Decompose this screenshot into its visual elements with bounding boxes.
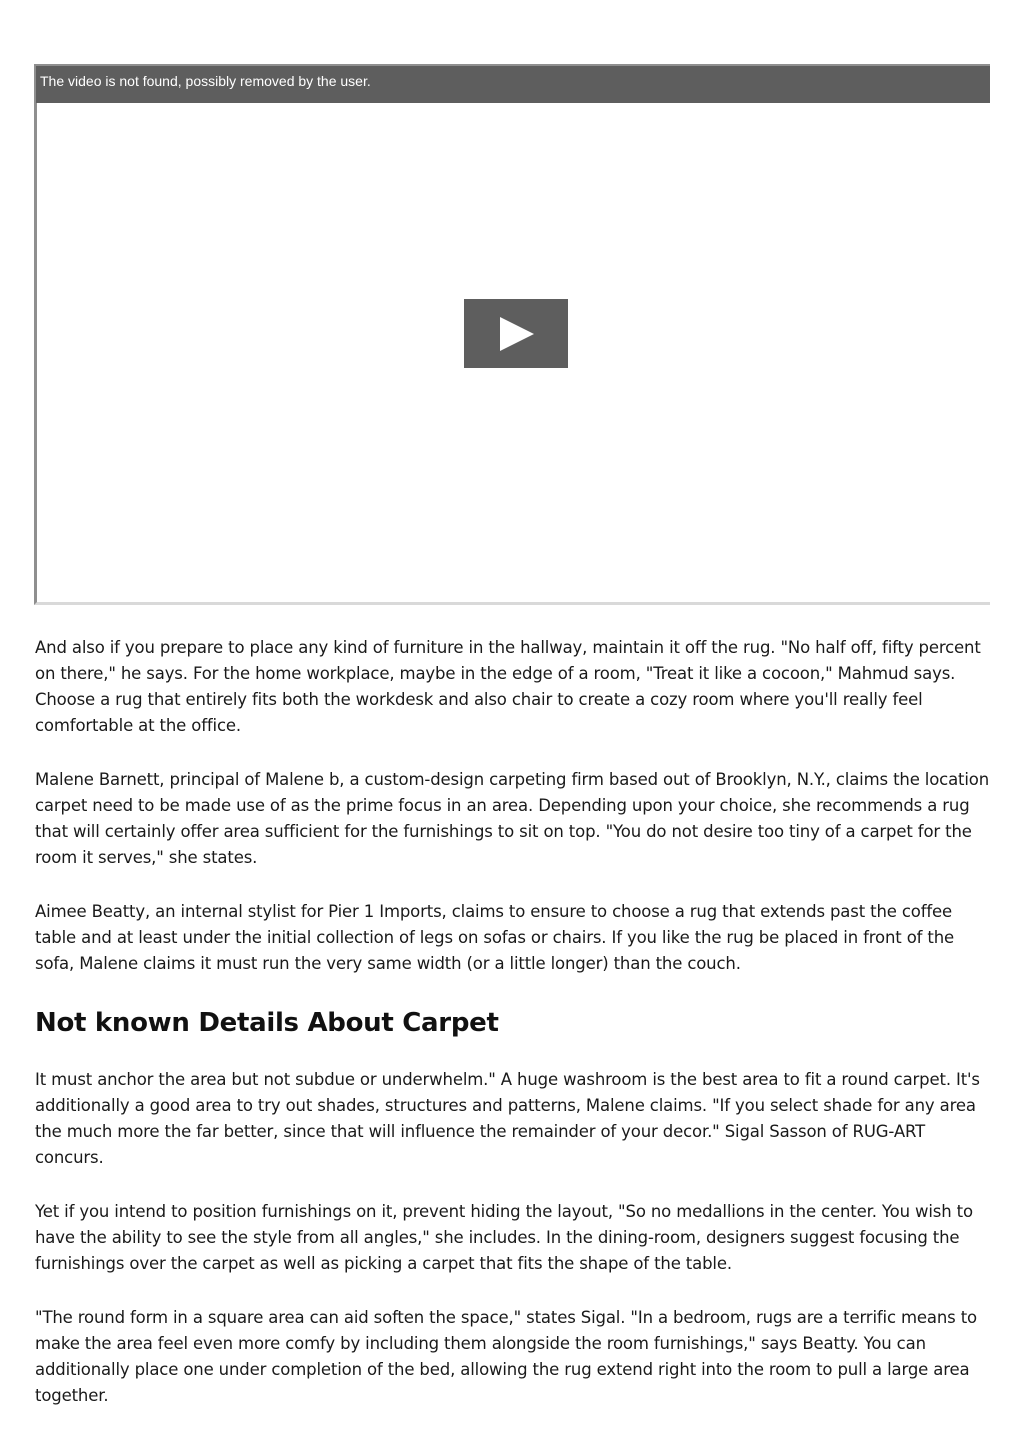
section-heading: Not known Details About Carpet <box>35 1008 499 1038</box>
article-body <box>35 635 993 1437</box>
play-button[interactable] <box>464 299 568 368</box>
paragraph: Aimee Beatty, an internal stylist for Pier 1 Imports, claims to ensure to choose a rug that extends past the coffee table and at least under the initial collection of legs on sofas or chairs. If you like the rug be placed in front of the sofa, Malene claims it must run the very same width (or a little longer) than the couch. <box>35 902 955 973</box>
video-error-message: The video is not found, possibly removed by the user. <box>40 73 371 89</box>
paragraph: Yet if you intend to position furnishings on it, prevent hiding the layout, "So no medallions in the center. You wish to have the ability to see the style from all angles," she includes. In the dining-room, designers suggest focusing the furnishings over the carpet as well as picking a carpet that fits the shape of the table. <box>35 1202 973 1273</box>
paragraph: Malene Barnett, principal of Malene b, a custom-design carpeting firm based out of Brooklyn, N.Y., claims the location carpet need to be made use of as the prime focus in an area. Depending upon your choice, she recommends a rug that will certainly offer area sufficient for the furnishings to sit on top. "You do not desire too tiny of a carpet for the room it serves," she states. <box>35 770 990 867</box>
paragraph: "The round form in a square area can aid soften the space," states Sigal. "In a bedroom, rugs are a terrific means to make the area feel even more comfy by including them alongside the room furnishings," says Beatty. You can additionally place one under completion of the bed, allowing the rug extend right into the room to pull a large area together. <box>35 1308 977 1405</box>
paragraph: It must anchor the area but not subdue or underwhelm." A huge washroom is the best area to fit a round carpet. It's additionally a good area to try out shades, structures and patterns, Malene claims. "If you select shade for any area the much more the far better, since that will influence the remainder of your decor." Sigal Sasson of RUG-ART concurs. <box>35 1070 980 1167</box>
video-error-bar <box>36 66 990 103</box>
paragraph: And also if you prepare to place any kind of furniture in the hallway, maintain it off the rug. "No half off, fifty percent on there," he says. For the home workplace, maybe in the edge of a room, "Treat it like a cocoon," Mahmud says. Choose a rug that entirely fits both the workdesk and also chair to create a cozy room where you'll really feel comfortable at the office. <box>35 638 981 735</box>
video-embed[interactable] <box>34 64 990 605</box>
play-icon <box>500 317 534 351</box>
